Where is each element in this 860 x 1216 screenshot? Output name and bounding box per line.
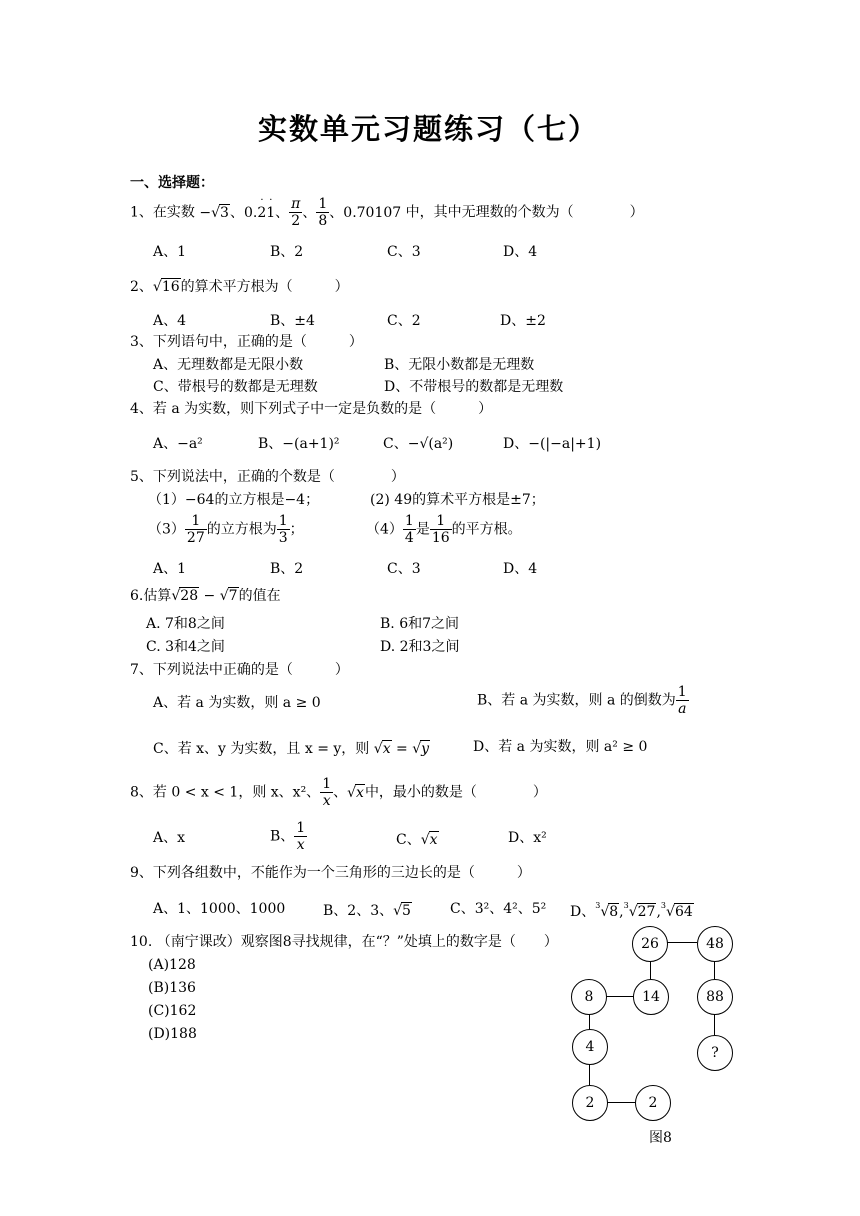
question-5: 5、下列说法中，正确的个数是（ ） — [130, 469, 405, 485]
q5-statement-1: （1）−64的立方根是−4； — [148, 492, 320, 508]
edge-8-4 — [589, 1014, 590, 1029]
q8-option-b[interactable]: B、 $\frac{1}{x}$ — [270, 820, 306, 854]
node-2-left: 2 — [572, 1085, 608, 1121]
q9-option-a[interactable]: A、1、1000、1000 — [153, 901, 286, 917]
edge-26-48 — [667, 942, 697, 943]
q5-option-a[interactable]: A、1 — [153, 561, 187, 577]
q6-option-a[interactable]: A. 7和8之间 — [146, 616, 225, 632]
q5-statement-4: （4） $\frac{1}{4}$ 是 $\frac{1}{16}$ 的平方根。 — [366, 513, 522, 547]
q3-option-c[interactable]: C、带根号的数都是无理数 — [153, 379, 318, 395]
q7-option-b[interactable]: B、若 a 为实数，则 a 的倒数为 $\frac{1}{a}$ — [477, 684, 687, 718]
q7-option-b-text: B、若 a 为实数，则 a 的倒数为 — [477, 692, 676, 709]
node-question: ? — [697, 1035, 733, 1071]
question-4: 4、若 a 为实数，则下列式子中一定是负数的是（ ） — [130, 401, 493, 417]
q6-prefix: 6.估算 — [130, 588, 172, 604]
question-8: 8、若 0 < x < 1，则 x、x²、 $\frac{1}{x}$ 、√x中，最小的数是（ ） — [130, 776, 547, 810]
page-title: 实数单元习题练习（七） — [258, 112, 600, 146]
q5-option-c[interactable]: C、3 — [387, 561, 421, 577]
q5-s4-mid: 是 — [415, 521, 430, 538]
q9-option-d[interactable]: D、$^3$√8,$^3$√27,$^3$√64 — [570, 901, 693, 920]
q9-option-b[interactable]: B、2、3、√5 — [323, 903, 411, 919]
q8-option-c-label: C、 — [396, 832, 421, 848]
q8-option-c[interactable]: C、√x — [396, 832, 438, 848]
node-14: 14 — [633, 979, 669, 1015]
q3-option-d[interactable]: D、不带根号的数都是无理数 — [384, 379, 564, 395]
question-10: 10. （南宁课改）观察图8寻找规律，在“？”处填上的数字是（ ） — [130, 934, 558, 950]
q2-option-c[interactable]: C、2 — [387, 313, 421, 329]
q8-option-b-label: B、 — [270, 828, 295, 845]
q2-suffix: 的算术平方根为（ ） — [180, 279, 349, 295]
question-9: 9、下列各组数中，不能作为一个三角形的三边长的是（ ） — [130, 865, 531, 881]
q5-s4-end: 的平方根。 — [451, 521, 522, 538]
q1-numbers: −√3、0.2 · 1 · 、 $\frac{\pi}{2}$ 、 $\frac{1}{8}$ 、0.70107 — [199, 194, 402, 230]
q4-option-a[interactable]: A、−a² — [153, 436, 203, 452]
q2-option-d[interactable]: D、±2 — [500, 313, 546, 329]
q7-option-c[interactable]: C、若 x、y 为实数，且 x = y，则 √x = √y — [153, 741, 430, 757]
q2-prefix: 2、 — [130, 279, 153, 295]
edge-88-q — [714, 1014, 715, 1035]
node-48: 48 — [697, 926, 733, 962]
edge-4-2 — [589, 1064, 590, 1085]
q7-option-c-text: C、若 x、y 为实数，且 x = y，则 — [153, 741, 370, 757]
q8-option-d[interactable]: D、x² — [508, 830, 547, 846]
question-3: 3、下列语句中，正确的是（ ） — [130, 334, 363, 350]
q5-statement-3: （3） $\frac{1}{27}$ 的立方根为 $\frac{1}{3}$ ； — [148, 513, 304, 547]
q5-s4-prefix: （4） — [366, 521, 403, 538]
question-2: 2、√16的算术平方根为（ ） — [130, 279, 349, 295]
q1-option-b[interactable]: B、2 — [270, 244, 304, 260]
q2-option-b[interactable]: B、±4 — [270, 313, 315, 329]
node-88: 88 — [697, 979, 733, 1015]
q4-option-c[interactable]: C、−√(a²) — [383, 436, 454, 452]
q10-option-a[interactable]: (A)128 — [148, 957, 196, 973]
question-1 — [130, 196, 644, 229]
q8-suffix: 中，最小的数是（ ） — [364, 784, 547, 801]
q8-prefix: 8、若 0 < x < 1，则 x、x²、 — [130, 784, 321, 801]
node-8: 8 — [571, 979, 607, 1015]
node-2-right: 2 — [635, 1085, 671, 1121]
q5-s3-prefix: （3） — [148, 521, 185, 538]
q1-stem-prefix: 1、在实数 — [130, 204, 195, 221]
section-heading: 一、选择题： — [130, 175, 214, 191]
question-6: 6.估算√28 − √7的值在 — [130, 588, 281, 604]
q6-option-b[interactable]: B. 6和7之间 — [380, 616, 460, 632]
q6-suffix: 的值在 — [238, 588, 281, 604]
q3-option-a[interactable]: A、无理数都是无限小数 — [153, 357, 304, 373]
q10-option-b[interactable]: (B)136 — [148, 980, 196, 996]
q2-option-a[interactable]: A、4 — [153, 313, 187, 329]
q9-option-d-label: D、 — [570, 904, 596, 920]
q6-option-c[interactable]: C. 3和4之间 — [146, 639, 225, 655]
node-26: 26 — [632, 926, 668, 962]
q5-s3-end: ； — [289, 521, 304, 538]
node-4: 4 — [572, 1029, 608, 1065]
edge-8-14 — [605, 996, 633, 997]
q8-option-a[interactable]: A、x — [153, 830, 186, 846]
figure-caption: 图8 — [649, 1130, 672, 1146]
q5-s3-mid: 的立方根为 — [206, 521, 277, 538]
edge-48-88 — [714, 961, 715, 979]
q4-option-d[interactable]: D、−(|−a|+1) — [503, 436, 602, 452]
q3-option-b[interactable]: B、无限小数都是无理数 — [384, 357, 535, 373]
q7-option-d[interactable]: D、若 a 为实数，则 a² ≥ 0 — [473, 739, 648, 755]
q1-option-d[interactable]: D、4 — [503, 244, 538, 260]
q6-option-d[interactable]: D. 2和3之间 — [380, 639, 460, 655]
q1-stem-suffix: 中，其中无理数的个数为（ ） — [405, 204, 644, 221]
q5-option-b[interactable]: B、2 — [270, 561, 304, 577]
edge-2-2 — [606, 1102, 635, 1103]
question-7: 7、下列说法中正确的是（ ） — [130, 662, 349, 678]
q10-option-d[interactable]: (D)188 — [148, 1026, 197, 1042]
q5-statement-2: (2) 49的算术平方根是±7； — [370, 492, 545, 508]
edge-26-14 — [650, 961, 651, 979]
q9-option-c[interactable]: C、3²、4²、5² — [450, 901, 547, 917]
q9-option-b-label: B、2、3、 — [323, 903, 394, 919]
q5-option-d[interactable]: D、4 — [503, 561, 538, 577]
q7-option-a[interactable]: A、若 a 为实数，则 a ≥ 0 — [153, 695, 321, 711]
q10-option-c[interactable]: (C)162 — [148, 1003, 197, 1019]
q1-option-a[interactable]: A、1 — [153, 244, 187, 260]
q4-option-b[interactable]: B、−(a+1)² — [258, 436, 340, 452]
q2-radicand: 16 — [161, 279, 180, 295]
q1-option-c[interactable]: C、3 — [387, 244, 421, 260]
